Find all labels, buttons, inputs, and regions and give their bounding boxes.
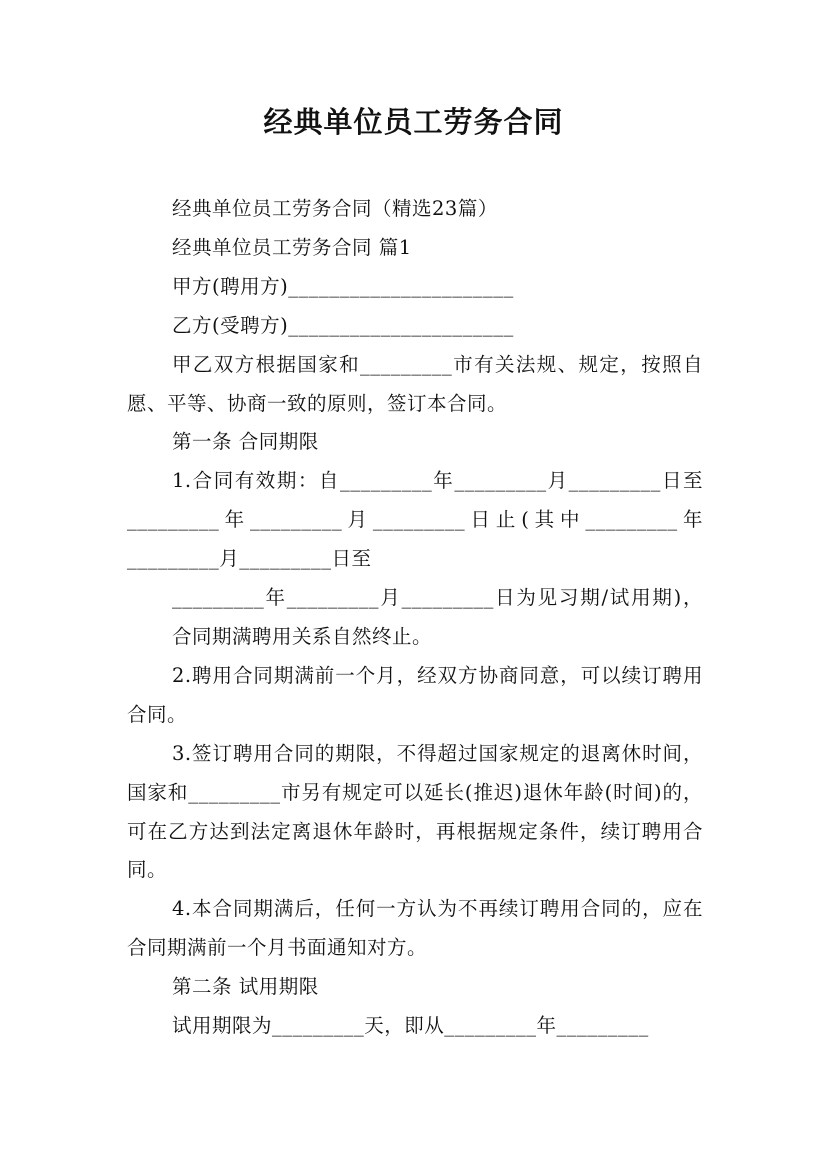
- paragraph-party-b: 乙方(受聘方)______________________: [172, 313, 514, 337]
- paragraph-article-1-item-1-cont: _________年_________月_________日为见习期/试用期)，合同期满聘用关系自然终止。: [172, 586, 703, 648]
- document-body: [127, 190, 703, 1046]
- paragraph-section-heading: 经典单位员工劳务合同 篇1: [172, 235, 412, 259]
- paragraph-article-1-item-2: 2.聘用合同期满前一个月，经双方协商同意，可以续订聘用合同。: [127, 663, 703, 726]
- paragraph-article-2-text: 试用期限为_________天，即从_________年_________: [172, 1014, 649, 1038]
- paragraph-party-a: 甲方(聘用方)______________________: [172, 274, 514, 298]
- paragraph-article-1-item-1: 1.合同有效期：自_________年_________月_________日至_________年_________月_________日止(其中_________年_________月_________日至: [127, 469, 703, 571]
- paragraph-article-1-heading: 第一条 合同期限: [172, 430, 319, 454]
- paragraph-preamble: 甲乙双方根据国家和_________市有关法规、规定，按照自愿、平等、协商一致的原则，签订本合同。: [127, 352, 703, 415]
- paragraph-article-1-item-4: 4.本合同期满后，任何一方认为不再续订聘用合同的，应在合同期满前一个月书面通知对方。: [127, 897, 703, 960]
- paragraph-subtitle: 经典单位员工劳务合同（精选23篇）: [172, 197, 498, 220]
- paragraph-article-2-heading: 第二条 试用期限: [172, 975, 319, 999]
- document-title: 经典单位员工劳务合同: [263, 105, 564, 139]
- paragraph-article-1-item-3: 3.签订聘用合同的期限，不得超过国家规定的退离休时间，国家和_________市另有规定可以延长(推迟)退休年龄(时间)的，可在乙方达到法定离退休年龄时，再根据规定条件，续订聘用合同。: [127, 741, 703, 882]
